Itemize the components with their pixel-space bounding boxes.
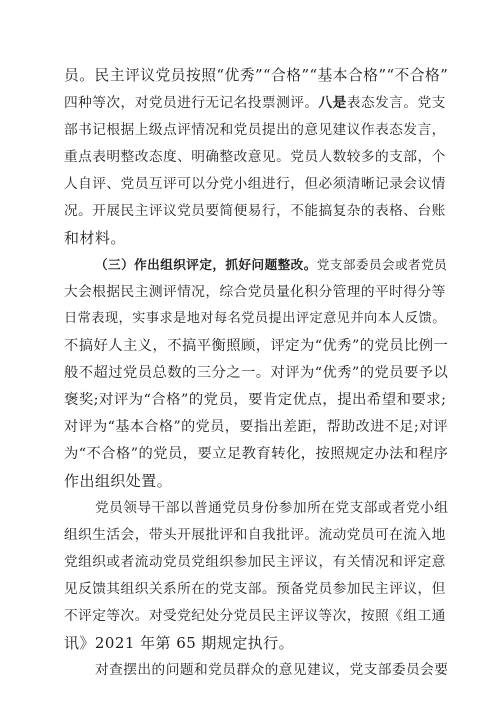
paragraph-1-line-6: 况。开展民主评议党员要简便易行，不能搞复杂的表格、台账 xyxy=(64,203,446,219)
paragraph-3-line-2: 组织生活会，带头开展批评和自我批评。流动党员可在流入地 xyxy=(64,527,446,543)
paragraph-3-line-5: 不评定等次。对受党纪处分党员民主评议等次，按照《组工通 xyxy=(64,608,446,624)
paragraph-1-line-7: 和材料。 xyxy=(64,229,126,247)
paragraph-2-line-3: 日常表现，实事求是地对每名党员提出评定意见并向本人反馈。 xyxy=(64,311,446,326)
paragraph-1-line-1: 员。民主评议党员按照“优秀”“合格”“基本合格”“不合格” xyxy=(64,67,448,84)
paragraph-2-line-7: 对评为“基本合格”的党员，要指出差距，帮助改进不足;对评 xyxy=(64,419,448,435)
section-heading-3: （三）作出组织评定，抓好问题整改。党支部委员会或者党员 xyxy=(95,257,448,272)
paragraph-4-line-1: 对查摆出的问题和党员群众的意见建议，党支部委员会要 xyxy=(95,662,448,678)
paragraph-2-line-9: 作出组织处置。 xyxy=(64,472,173,490)
paragraph-3-line-1: 党员领导干部以普通党员身份参加所在党支部或者党小组 xyxy=(95,500,448,516)
paragraph-2-line-8: 为“不合格”的党员，要立足教育转化，按照规定办法和程序 xyxy=(64,446,448,462)
paragraph-2-line-6: 褒奖;对评为“合格”的党员，要肯定优点，提出希望和要求; xyxy=(64,392,447,408)
paragraph-1-line-2: 四种等次，对党员进行无记名投票测评。八是表态发言。党支 xyxy=(64,95,446,111)
paragraph-2-line-5: 般不超过党员总数的三分之一。对评为“优秀”的党员要予以 xyxy=(64,365,448,381)
paragraph-3-line-6: 讯》2021 年第 65 期规定执行。 xyxy=(64,634,295,652)
paragraph-1-line-4: 重点表明整改态度、明确整改意见。党员人数较多的支部，个 xyxy=(64,149,446,165)
paragraph-2-line-4: 不搞好人主义，不搞平衡照顾，评定为“优秀”的党员比例一 xyxy=(64,338,448,354)
paragraph-2-line-2: 大会根据民主测评情况，综合党员量化积分管理的平时得分等 xyxy=(64,284,446,300)
paragraph-1-line-5: 人自评、党员互评可以分党小组进行，但必须清晰记录会议情 xyxy=(64,176,446,192)
paragraph-1-line-3: 部书记根据上级点评情况和党员提出的意见建议作表态发言， xyxy=(64,122,446,138)
paragraph-3-line-4: 见反馈其组织关系所在的党支部。预备党员参加民主评议，但 xyxy=(64,581,446,597)
paragraph-3-line-3: 党组织或者流动党员党组织参加民主评议，有关情况和评定意 xyxy=(64,554,446,570)
